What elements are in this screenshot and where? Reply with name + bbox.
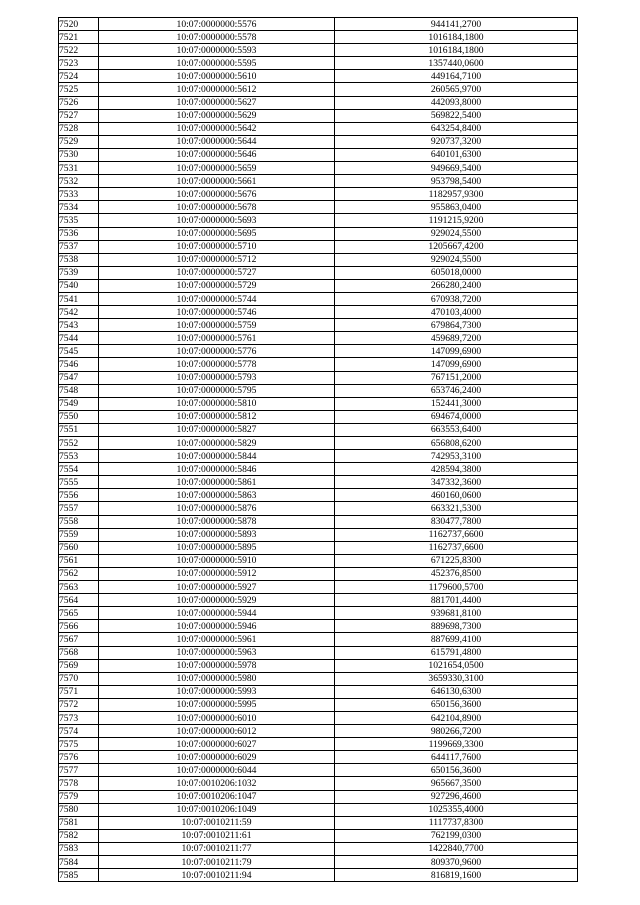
table-row — [59, 659, 578, 672]
row-number-cell: 7531 — [59, 162, 99, 175]
row-number-cell: 7549 — [59, 397, 99, 410]
table-row — [59, 70, 578, 83]
table-row — [59, 541, 578, 554]
table-row — [59, 790, 578, 803]
row-number-cell: 7560 — [59, 541, 99, 554]
cadastral-number-cell: 10:07:0000000:5846 — [99, 463, 335, 476]
row-number-cell: 7537 — [59, 240, 99, 253]
value-cell: 3659330,3100 — [335, 672, 578, 685]
table-body — [59, 18, 578, 882]
row-number-cell: 7534 — [59, 201, 99, 214]
table-row — [59, 423, 578, 436]
cadastral-number-cell: 10:07:0000000:5893 — [99, 528, 335, 541]
value-cell: 965667,3500 — [335, 777, 578, 790]
row-number-cell: 7523 — [59, 57, 99, 70]
row-number-cell: 7580 — [59, 803, 99, 816]
cadastral-number-cell: 10:07:0000000:5727 — [99, 266, 335, 279]
table-row — [59, 489, 578, 502]
table-row — [59, 515, 578, 528]
row-number-cell: 7525 — [59, 83, 99, 96]
cadastral-number-cell: 10:07:0000000:5844 — [99, 450, 335, 463]
row-number-cell: 7565 — [59, 607, 99, 620]
row-number-cell: 7544 — [59, 332, 99, 345]
row-number-cell: 7554 — [59, 463, 99, 476]
row-number-cell: 7573 — [59, 711, 99, 724]
value-cell: 887699,4100 — [335, 633, 578, 646]
cadastral-number-cell: 10:07:0000000:5861 — [99, 476, 335, 489]
row-number-cell: 7533 — [59, 188, 99, 201]
value-cell: 980266,7200 — [335, 725, 578, 738]
value-cell: 653746,2400 — [335, 384, 578, 397]
row-number-cell: 7527 — [59, 109, 99, 122]
table-row — [59, 594, 578, 607]
row-number-cell: 7538 — [59, 253, 99, 266]
row-number-cell: 7562 — [59, 567, 99, 580]
row-number-cell: 7536 — [59, 227, 99, 240]
row-number-cell: 7566 — [59, 620, 99, 633]
cadastral-number-cell: 10:07:0000000:5946 — [99, 620, 335, 633]
cadastral-number-cell: 10:07:0000000:5710 — [99, 240, 335, 253]
value-cell: 569822,5400 — [335, 109, 578, 122]
value-cell: 1162737,6600 — [335, 528, 578, 541]
row-number-cell: 7579 — [59, 790, 99, 803]
cadastral-number-cell: 10:07:0000000:5729 — [99, 279, 335, 292]
cadastral-number-cell: 10:07:0000000:5712 — [99, 253, 335, 266]
row-number-cell: 7553 — [59, 450, 99, 463]
cadastral-number-cell: 10:07:0010211:59 — [99, 816, 335, 829]
row-number-cell: 7543 — [59, 319, 99, 332]
table-row — [59, 57, 578, 70]
cadastral-number-cell: 10:07:0000000:6044 — [99, 764, 335, 777]
cadastral-number-cell: 10:07:0000000:5776 — [99, 345, 335, 358]
table-row — [59, 502, 578, 515]
cadastral-number-cell: 10:07:0010211:94 — [99, 869, 335, 882]
row-number-cell: 7547 — [59, 371, 99, 384]
cadastral-number-cell: 10:07:0000000:5695 — [99, 227, 335, 240]
cadastral-number-cell: 10:07:0000000:5795 — [99, 384, 335, 397]
table-row — [59, 188, 578, 201]
cadastral-number-cell: 10:07:0000000:6029 — [99, 751, 335, 764]
cadastral-number-cell: 10:07:0000000:5676 — [99, 188, 335, 201]
cadastral-number-cell: 10:07:0000000:5576 — [99, 18, 335, 31]
table-row — [59, 856, 578, 869]
cadastral-number-cell: 10:07:0000000:5744 — [99, 292, 335, 305]
row-number-cell: 7569 — [59, 659, 99, 672]
value-cell: 1422840,7700 — [335, 842, 578, 855]
value-cell: 1016184,1800 — [335, 31, 578, 44]
row-number-cell: 7532 — [59, 175, 99, 188]
value-cell: 152441,3000 — [335, 397, 578, 410]
value-cell: 642104,8900 — [335, 711, 578, 724]
cadastral-number-cell: 10:07:0000000:5761 — [99, 332, 335, 345]
cadastral-number-cell: 10:07:0000000:5693 — [99, 214, 335, 227]
cadastral-number-cell: 10:07:0000000:5659 — [99, 162, 335, 175]
value-cell: 671225,8300 — [335, 554, 578, 567]
table-row — [59, 122, 578, 135]
row-number-cell: 7567 — [59, 633, 99, 646]
value-cell: 640101,6300 — [335, 148, 578, 161]
table-row — [59, 777, 578, 790]
value-cell: 260565,9700 — [335, 83, 578, 96]
value-cell: 442093,8000 — [335, 96, 578, 109]
table-row — [59, 437, 578, 450]
cadastral-number-cell: 10:07:0000000:5878 — [99, 515, 335, 528]
value-cell: 644117,7600 — [335, 751, 578, 764]
table-row — [59, 842, 578, 855]
cadastral-number-cell: 10:07:0000000:6010 — [99, 711, 335, 724]
table-row — [59, 18, 578, 31]
value-cell: 1182957,9300 — [335, 188, 578, 201]
value-cell: 816819,1600 — [335, 869, 578, 882]
row-number-cell: 7524 — [59, 70, 99, 83]
cadastral-number-cell: 10:07:0010211:61 — [99, 829, 335, 842]
row-number-cell: 7529 — [59, 135, 99, 148]
value-cell: 460160,0600 — [335, 489, 578, 502]
row-number-cell: 7540 — [59, 279, 99, 292]
row-number-cell: 7561 — [59, 554, 99, 567]
value-cell: 949669,5400 — [335, 162, 578, 175]
table-row — [59, 44, 578, 57]
cadastral-number-cell: 10:07:0000000:5827 — [99, 423, 335, 436]
table-row — [59, 253, 578, 266]
row-number-cell: 7570 — [59, 672, 99, 685]
row-number-cell: 7559 — [59, 528, 99, 541]
row-number-cell: 7584 — [59, 856, 99, 869]
value-cell: 615791,4800 — [335, 646, 578, 659]
table-row — [59, 738, 578, 751]
table-row — [59, 581, 578, 594]
table-row — [59, 829, 578, 842]
table-row — [59, 711, 578, 724]
cadastral-number-cell: 10:07:0000000:5629 — [99, 109, 335, 122]
value-cell: 809370,9600 — [335, 856, 578, 869]
cadastral-number-cell: 10:07:0000000:6027 — [99, 738, 335, 751]
value-cell: 650156,3600 — [335, 764, 578, 777]
row-number-cell: 7557 — [59, 502, 99, 515]
cadastral-number-cell: 10:07:0010206:1049 — [99, 803, 335, 816]
value-cell: 830477,7800 — [335, 515, 578, 528]
table-row — [59, 240, 578, 253]
row-number-cell: 7563 — [59, 581, 99, 594]
row-number-cell: 7571 — [59, 685, 99, 698]
table-row — [59, 332, 578, 345]
table-row — [59, 803, 578, 816]
row-number-cell: 7541 — [59, 292, 99, 305]
row-number-cell: 7555 — [59, 476, 99, 489]
table-row — [59, 148, 578, 161]
cadastral-number-cell: 10:07:0000000:5778 — [99, 358, 335, 371]
table-row — [59, 214, 578, 227]
row-number-cell: 7539 — [59, 266, 99, 279]
row-number-cell: 7575 — [59, 738, 99, 751]
row-number-cell: 7521 — [59, 31, 99, 44]
row-number-cell: 7582 — [59, 829, 99, 842]
row-number-cell: 7577 — [59, 764, 99, 777]
table-row — [59, 384, 578, 397]
cadastral-number-cell: 10:07:0000000:5646 — [99, 148, 335, 161]
table-row — [59, 764, 578, 777]
table-row — [59, 109, 578, 122]
row-number-cell: 7520 — [59, 18, 99, 31]
table-row — [59, 96, 578, 109]
table-row — [59, 306, 578, 319]
table-row — [59, 646, 578, 659]
cadastral-number-cell: 10:07:0000000:5595 — [99, 57, 335, 70]
row-number-cell: 7542 — [59, 306, 99, 319]
row-number-cell: 7550 — [59, 410, 99, 423]
cadastral-number-cell: 10:07:0000000:5963 — [99, 646, 335, 659]
cadastral-number-cell: 10:07:0010206:1032 — [99, 777, 335, 790]
value-cell: 1016184,1800 — [335, 44, 578, 57]
row-number-cell: 7568 — [59, 646, 99, 659]
value-cell: 679864,7300 — [335, 319, 578, 332]
cadastral-number-cell: 10:07:0010211:77 — [99, 842, 335, 855]
row-number-cell: 7522 — [59, 44, 99, 57]
value-cell: 955863,0400 — [335, 201, 578, 214]
cadastral-number-cell: 10:07:0010206:1047 — [99, 790, 335, 803]
row-number-cell: 7546 — [59, 358, 99, 371]
table-row — [59, 463, 578, 476]
value-cell: 147099,6900 — [335, 345, 578, 358]
row-number-cell: 7564 — [59, 594, 99, 607]
cadastral-number-cell: 10:07:0000000:5927 — [99, 581, 335, 594]
table-row — [59, 476, 578, 489]
value-cell: 1205667,4200 — [335, 240, 578, 253]
row-number-cell: 7583 — [59, 842, 99, 855]
value-cell: 643254,8400 — [335, 122, 578, 135]
table-row — [59, 607, 578, 620]
cadastral-number-cell: 10:07:0000000:5961 — [99, 633, 335, 646]
cadastral-number-cell: 10:07:0000000:5980 — [99, 672, 335, 685]
value-cell: 929024,5500 — [335, 253, 578, 266]
row-number-cell: 7574 — [59, 725, 99, 738]
value-cell: 694674,0000 — [335, 410, 578, 423]
cadastral-number-cell: 10:07:0000000:5746 — [99, 306, 335, 319]
table-row — [59, 751, 578, 764]
row-number-cell: 7528 — [59, 122, 99, 135]
value-cell: 663553,6400 — [335, 423, 578, 436]
table-row — [59, 175, 578, 188]
cadastral-number-cell: 10:07:0000000:5810 — [99, 397, 335, 410]
row-number-cell: 7535 — [59, 214, 99, 227]
table-row — [59, 672, 578, 685]
cadastral-number-cell: 10:07:0000000:5793 — [99, 371, 335, 384]
cadastral-number-cell: 10:07:0000000:5612 — [99, 83, 335, 96]
cadastral-number-cell: 10:07:0000000:5578 — [99, 31, 335, 44]
value-cell: 1117737,8300 — [335, 816, 578, 829]
table-row — [59, 292, 578, 305]
value-cell: 605018,0000 — [335, 266, 578, 279]
value-cell: 663321,5300 — [335, 502, 578, 515]
table-row — [59, 319, 578, 332]
table-row — [59, 345, 578, 358]
value-cell: 1021654,0500 — [335, 659, 578, 672]
value-cell: 452376,8500 — [335, 567, 578, 580]
cadastral-number-cell: 10:07:0000000:5593 — [99, 44, 335, 57]
row-number-cell: 7551 — [59, 423, 99, 436]
row-number-cell: 7552 — [59, 437, 99, 450]
row-number-cell: 7548 — [59, 384, 99, 397]
value-cell: 470103,4000 — [335, 306, 578, 319]
value-cell: 1357440,0600 — [335, 57, 578, 70]
row-number-cell: 7576 — [59, 751, 99, 764]
table-row — [59, 685, 578, 698]
value-cell: 1025355,4000 — [335, 803, 578, 816]
table-row — [59, 869, 578, 882]
value-cell: 881701,4400 — [335, 594, 578, 607]
cadastral-number-cell: 10:07:0000000:5678 — [99, 201, 335, 214]
value-cell: 266280,2400 — [335, 279, 578, 292]
table-row — [59, 620, 578, 633]
value-cell: 646130,6300 — [335, 685, 578, 698]
value-cell: 449164,7100 — [335, 70, 578, 83]
value-cell: 939681,8100 — [335, 607, 578, 620]
row-number-cell: 7526 — [59, 96, 99, 109]
value-cell: 762199,0300 — [335, 829, 578, 842]
value-cell: 1179600,5700 — [335, 581, 578, 594]
cadastral-number-cell: 10:07:0000000:5993 — [99, 685, 335, 698]
row-number-cell: 7530 — [59, 148, 99, 161]
cadastral-number-cell: 10:07:0000000:5642 — [99, 122, 335, 135]
value-cell: 1162737,6600 — [335, 541, 578, 554]
cadastral-number-cell: 10:07:0000000:6012 — [99, 725, 335, 738]
value-cell: 147099,6900 — [335, 358, 578, 371]
value-cell: 428594,3800 — [335, 463, 578, 476]
cadastral-number-cell: 10:07:0000000:5661 — [99, 175, 335, 188]
cadastral-number-cell: 10:07:0000000:5912 — [99, 567, 335, 580]
table-row — [59, 698, 578, 711]
table-row — [59, 816, 578, 829]
table-row — [59, 554, 578, 567]
row-number-cell: 7556 — [59, 489, 99, 502]
row-number-cell: 7545 — [59, 345, 99, 358]
cadastral-number-cell: 10:07:0000000:5944 — [99, 607, 335, 620]
value-cell: 656808,6200 — [335, 437, 578, 450]
table-row — [59, 725, 578, 738]
cadastral-number-cell: 10:07:0000000:5995 — [99, 698, 335, 711]
value-cell: 944141,2700 — [335, 18, 578, 31]
table-row — [59, 528, 578, 541]
table-row — [59, 567, 578, 580]
table-row — [59, 633, 578, 646]
table-row — [59, 279, 578, 292]
row-number-cell: 7558 — [59, 515, 99, 528]
table-row — [59, 266, 578, 279]
cadastral-number-cell: 10:07:0000000:5829 — [99, 437, 335, 450]
value-cell: 1191215,9200 — [335, 214, 578, 227]
table-row — [59, 135, 578, 148]
cadastral-number-cell: 10:07:0000000:5895 — [99, 541, 335, 554]
value-cell: 929024,5500 — [335, 227, 578, 240]
row-number-cell: 7581 — [59, 816, 99, 829]
value-cell: 347332,3600 — [335, 476, 578, 489]
value-cell: 1199669,3300 — [335, 738, 578, 751]
table-row — [59, 227, 578, 240]
value-cell: 920737,3200 — [335, 135, 578, 148]
cadastral-number-cell: 10:07:0000000:5863 — [99, 489, 335, 502]
row-number-cell: 7585 — [59, 869, 99, 882]
cadastral-number-cell: 10:07:0000000:5759 — [99, 319, 335, 332]
cadastral-number-cell: 10:07:0000000:5876 — [99, 502, 335, 515]
table-row — [59, 31, 578, 44]
value-cell: 459689,7200 — [335, 332, 578, 345]
cadastral-number-cell: 10:07:0000000:5978 — [99, 659, 335, 672]
table-row — [59, 371, 578, 384]
cadastral-number-cell: 10:07:0000000:5910 — [99, 554, 335, 567]
table-row — [59, 397, 578, 410]
cadastral-number-cell: 10:07:0000000:5644 — [99, 135, 335, 148]
value-cell: 670938,7200 — [335, 292, 578, 305]
value-cell: 767151,2000 — [335, 371, 578, 384]
row-number-cell: 7578 — [59, 777, 99, 790]
table-row — [59, 358, 578, 371]
value-cell: 889698,7300 — [335, 620, 578, 633]
cadastral-value-table — [58, 17, 578, 882]
value-cell: 742953,3100 — [335, 450, 578, 463]
value-cell: 927296,4600 — [335, 790, 578, 803]
cadastral-number-cell: 10:07:0000000:5929 — [99, 594, 335, 607]
value-cell: 953798,5400 — [335, 175, 578, 188]
value-cell: 650156,3600 — [335, 698, 578, 711]
table-row — [59, 450, 578, 463]
cadastral-number-cell: 10:07:0000000:5812 — [99, 410, 335, 423]
cadastral-number-cell: 10:07:0000000:5610 — [99, 70, 335, 83]
table-row — [59, 83, 578, 96]
table-row — [59, 201, 578, 214]
table-row — [59, 410, 578, 423]
row-number-cell: 7572 — [59, 698, 99, 711]
cadastral-number-cell: 10:07:0000000:5627 — [99, 96, 335, 109]
cadastral-number-cell: 10:07:0010211:79 — [99, 856, 335, 869]
table-row — [59, 162, 578, 175]
